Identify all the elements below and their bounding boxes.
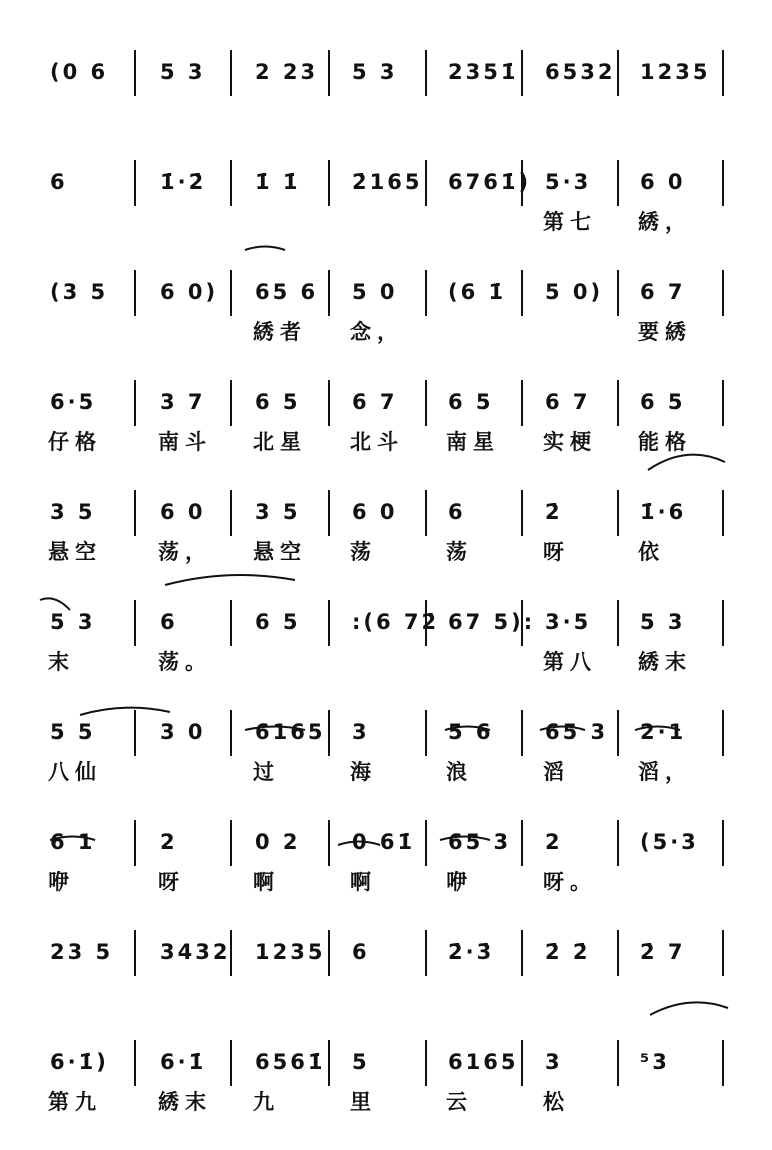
bar-line bbox=[521, 270, 523, 316]
measure-notes: 65 3 bbox=[545, 720, 609, 744]
lyric-text: 呀。 bbox=[543, 870, 597, 894]
bar-line bbox=[617, 820, 619, 866]
lyric-text: 荡 bbox=[350, 540, 377, 564]
measure-notes: 67 5): bbox=[448, 610, 536, 634]
measure-notes: 2·1 bbox=[640, 720, 687, 744]
measure-notes: 6561̇ bbox=[255, 1050, 326, 1074]
measure-notes: 65 3 bbox=[448, 830, 512, 854]
bar-line bbox=[134, 820, 136, 866]
measure-notes: 1̇·6 bbox=[640, 500, 687, 524]
measure-notes: 2̇·3̇ bbox=[448, 940, 495, 964]
bar-line bbox=[722, 710, 724, 756]
measure-notes: 6 7 bbox=[545, 390, 591, 414]
measure-notes: 6·5 bbox=[50, 390, 97, 414]
lyric-text: 呀 bbox=[158, 870, 185, 894]
measure-notes: 3 5 bbox=[50, 500, 96, 524]
measure-notes: 6 0 bbox=[160, 500, 206, 524]
lyric-text: 南星 bbox=[446, 430, 500, 454]
bar-line bbox=[521, 490, 523, 536]
lyric-text: 荡 bbox=[446, 540, 473, 564]
bar-line bbox=[328, 160, 330, 206]
lyric-text: 咿 bbox=[446, 870, 473, 894]
measure-notes: 2̇ bbox=[545, 500, 563, 524]
lyric-text: 第七 bbox=[543, 210, 597, 234]
measure-notes: 2 bbox=[545, 830, 563, 854]
measure-notes: 6 bbox=[448, 500, 466, 524]
score-system bbox=[0, 270, 772, 380]
bar-line bbox=[134, 160, 136, 206]
lyric-text: 綉末 bbox=[158, 1090, 212, 1114]
measure-notes: 6165 bbox=[255, 720, 326, 744]
bar-line bbox=[328, 710, 330, 756]
bar-line bbox=[230, 490, 232, 536]
bar-line bbox=[134, 490, 136, 536]
score-system bbox=[0, 1040, 772, 1150]
measure-notes: 1̇·2̇ bbox=[160, 170, 207, 194]
measure-notes: 6·1̇) bbox=[50, 1050, 109, 1074]
lyric-text: 滔， bbox=[638, 760, 692, 784]
bar-line bbox=[230, 1040, 232, 1086]
measure-notes: 6·1̇ bbox=[160, 1050, 207, 1074]
measure-notes: 3 5 bbox=[255, 500, 301, 524]
lyric-text: 悬空 bbox=[253, 540, 307, 564]
bar-line bbox=[425, 1040, 427, 1086]
bar-line bbox=[722, 380, 724, 426]
bar-line bbox=[425, 160, 427, 206]
measure-notes: 6 1 bbox=[50, 830, 96, 854]
measure-notes: (6 1̇ bbox=[448, 280, 507, 304]
lyric-text: 咿 bbox=[48, 870, 75, 894]
measure-notes: 5 3 bbox=[160, 60, 206, 84]
lyric-text: 九 bbox=[253, 1090, 280, 1114]
measure-notes: 6 0) bbox=[160, 280, 219, 304]
bar-line bbox=[425, 930, 427, 976]
measure-notes: 3 7 bbox=[160, 390, 206, 414]
measure-notes: 2̇ 7 bbox=[640, 940, 686, 964]
lyric-text: 荡， bbox=[158, 540, 212, 564]
bar-line bbox=[722, 600, 724, 646]
measure-notes: 2 23 bbox=[255, 60, 319, 84]
lyric-text: 末 bbox=[48, 650, 75, 674]
bar-line bbox=[328, 380, 330, 426]
measure-notes: 5 bbox=[352, 1050, 370, 1074]
measure-notes: 6165 bbox=[448, 1050, 519, 1074]
measure-notes: 6 0 bbox=[640, 170, 686, 194]
score-system bbox=[0, 490, 772, 600]
lyric-text: 仔格 bbox=[48, 430, 102, 454]
score-system bbox=[0, 710, 772, 820]
bar-line bbox=[230, 380, 232, 426]
score-system bbox=[0, 820, 772, 930]
bar-line bbox=[425, 380, 427, 426]
measure-notes: 5 3 bbox=[352, 60, 398, 84]
bar-line bbox=[722, 1040, 724, 1086]
measure-notes: 5 0 bbox=[352, 280, 398, 304]
measure-notes: 1̇ 1̇ bbox=[255, 170, 301, 194]
bar-line bbox=[617, 600, 619, 646]
bar-line bbox=[617, 380, 619, 426]
bar-line bbox=[230, 160, 232, 206]
bar-line bbox=[328, 1040, 330, 1086]
lyric-text: 荡。 bbox=[158, 650, 212, 674]
lyric-text: 八仙 bbox=[48, 760, 102, 784]
lyric-text: 綉者 bbox=[253, 320, 307, 344]
bar-line bbox=[425, 820, 427, 866]
bar-line bbox=[134, 710, 136, 756]
bar-line bbox=[617, 930, 619, 976]
measure-notes: 6 7 bbox=[352, 390, 398, 414]
measure-notes: 5 5 bbox=[50, 720, 96, 744]
score-system bbox=[0, 50, 772, 160]
bar-line bbox=[328, 820, 330, 866]
lyric-text: 北星 bbox=[253, 430, 307, 454]
measure-notes: 3 bbox=[352, 720, 370, 744]
bar-line bbox=[521, 930, 523, 976]
lyric-text: 南斗 bbox=[158, 430, 212, 454]
bar-line bbox=[617, 160, 619, 206]
measure-notes: 5 6 bbox=[448, 720, 494, 744]
measure-notes: 2̇165 bbox=[352, 170, 423, 194]
measure-notes: 5 3 bbox=[50, 610, 96, 634]
measure-notes: 3 bbox=[545, 1050, 563, 1074]
lyric-text: 海 bbox=[350, 760, 377, 784]
bar-line bbox=[722, 50, 724, 96]
bar-line bbox=[134, 50, 136, 96]
bar-line bbox=[722, 270, 724, 316]
measure-notes: 6532 bbox=[545, 60, 616, 84]
bar-line bbox=[328, 270, 330, 316]
bar-line bbox=[230, 820, 232, 866]
measure-notes: 2̇ 2̇ bbox=[545, 940, 591, 964]
bar-line bbox=[230, 270, 232, 316]
lyric-text: 浪 bbox=[446, 760, 473, 784]
score-system bbox=[0, 600, 772, 710]
lyric-text: 啊 bbox=[350, 870, 377, 894]
measure-notes: 3 0 bbox=[160, 720, 206, 744]
measure-notes: (5·3 bbox=[640, 830, 699, 854]
bar-line bbox=[230, 710, 232, 756]
measure-notes: 0 61̇ bbox=[352, 830, 416, 854]
lyric-text: 呀 bbox=[543, 540, 570, 564]
bar-line bbox=[521, 1040, 523, 1086]
bar-line bbox=[617, 490, 619, 536]
measure-notes: 5 3 bbox=[640, 610, 686, 634]
lyric-text: 过 bbox=[253, 760, 280, 784]
measure-notes: 1235 bbox=[255, 940, 326, 964]
lyric-text: 里 bbox=[350, 1090, 377, 1114]
bar-line bbox=[425, 490, 427, 536]
score-system bbox=[0, 160, 772, 270]
lyric-text: 能格 bbox=[638, 430, 692, 454]
lyric-text: 啊 bbox=[253, 870, 280, 894]
lyric-text: 北斗 bbox=[350, 430, 404, 454]
lyric-text: 要綉 bbox=[638, 320, 692, 344]
measure-notes: 6 5 bbox=[448, 390, 494, 414]
measure-notes: (3 5 bbox=[50, 280, 109, 304]
measure-notes: 5 0) bbox=[545, 280, 604, 304]
bar-line bbox=[134, 600, 136, 646]
measure-notes: :(6 72̇ bbox=[352, 610, 440, 634]
bar-line bbox=[134, 1040, 136, 1086]
bar-line bbox=[328, 930, 330, 976]
bar-line bbox=[425, 270, 427, 316]
bar-line bbox=[617, 1040, 619, 1086]
measure-notes: (0 6 bbox=[50, 60, 109, 84]
bar-line bbox=[134, 270, 136, 316]
bar-line bbox=[722, 930, 724, 976]
lyric-text: 滔 bbox=[543, 760, 570, 784]
lyric-text: 松 bbox=[543, 1090, 570, 1114]
bar-line bbox=[521, 710, 523, 756]
bar-line bbox=[722, 490, 724, 536]
measure-notes: 6 bbox=[160, 610, 178, 634]
lyric-text: 念， bbox=[350, 320, 404, 344]
measure-notes: 3·5 bbox=[545, 610, 592, 634]
measure-notes: 6 0 bbox=[352, 500, 398, 524]
measure-notes: 2351̇ bbox=[448, 60, 519, 84]
bar-line bbox=[617, 50, 619, 96]
bar-line bbox=[134, 930, 136, 976]
bar-line bbox=[328, 600, 330, 646]
measure-notes: 6 5 bbox=[640, 390, 686, 414]
measure-notes: 6761̇) bbox=[448, 170, 532, 194]
measure-notes: 65 6 bbox=[255, 280, 319, 304]
bar-line bbox=[230, 50, 232, 96]
measure-notes: 6 5 bbox=[255, 610, 301, 634]
bar-line bbox=[617, 710, 619, 756]
bar-line bbox=[425, 710, 427, 756]
lyric-text: 依 bbox=[638, 540, 665, 564]
score-system bbox=[0, 380, 772, 490]
bar-line bbox=[617, 270, 619, 316]
score-system bbox=[0, 930, 772, 1040]
measure-notes: 0 2 bbox=[255, 830, 301, 854]
lyric-text: 綉， bbox=[638, 210, 692, 234]
bar-line bbox=[134, 380, 136, 426]
bar-line bbox=[328, 50, 330, 96]
bar-line bbox=[328, 490, 330, 536]
bar-line bbox=[722, 820, 724, 866]
lyric-text: 第八 bbox=[543, 650, 597, 674]
bar-line bbox=[521, 820, 523, 866]
measure-notes: 1235 bbox=[640, 60, 711, 84]
bar-line bbox=[425, 50, 427, 96]
bar-line bbox=[521, 380, 523, 426]
lyric-text: 第九 bbox=[48, 1090, 102, 1114]
measure-notes: 5·3 bbox=[545, 170, 592, 194]
measure-notes: ⁵3 bbox=[640, 1050, 670, 1074]
measure-notes: 6 7 bbox=[640, 280, 686, 304]
lyric-text: 悬空 bbox=[48, 540, 102, 564]
measure-notes: 3432 bbox=[160, 940, 231, 964]
bar-line bbox=[230, 600, 232, 646]
measure-notes: 2 bbox=[160, 830, 178, 854]
measure-notes: 23 5 bbox=[50, 940, 114, 964]
measure-notes: 6 bbox=[50, 170, 68, 194]
lyric-text: 綉末 bbox=[638, 650, 692, 674]
measure-notes: 6 5 bbox=[255, 390, 301, 414]
bar-line bbox=[521, 50, 523, 96]
measure-notes: 6 bbox=[352, 940, 370, 964]
lyric-text: 实梗 bbox=[543, 430, 597, 454]
lyric-text: 云 bbox=[446, 1090, 473, 1114]
bar-line bbox=[722, 160, 724, 206]
